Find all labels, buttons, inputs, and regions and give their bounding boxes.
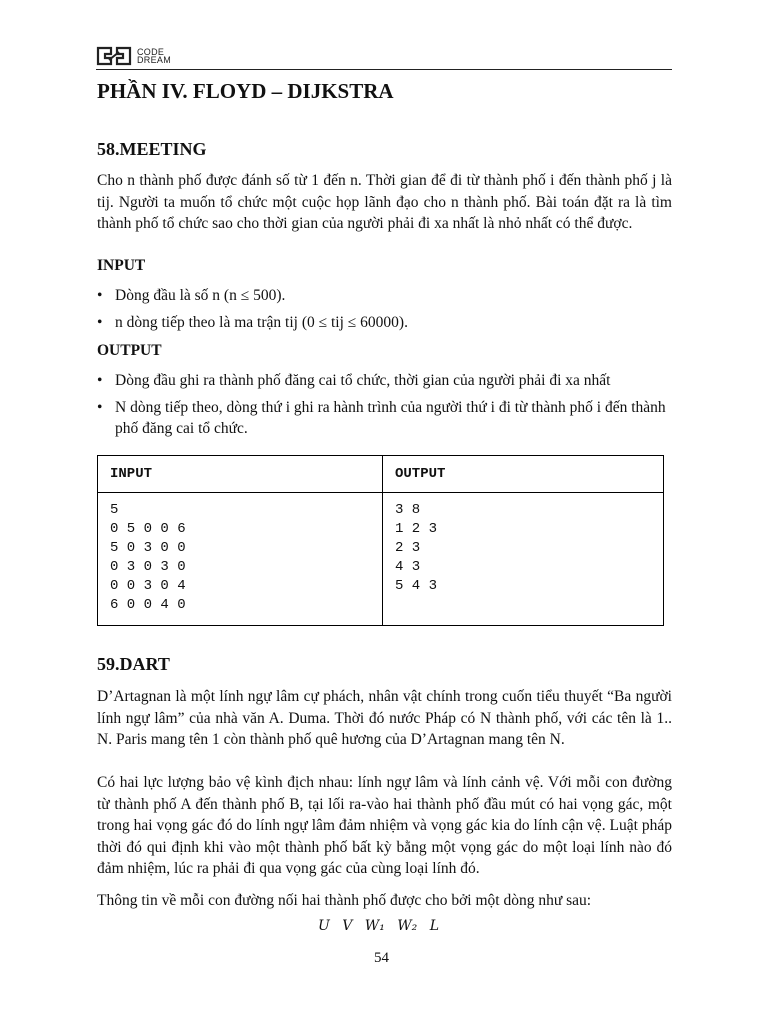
meeting-intro: Cho n thành phố được đánh số từ 1 đến n. Thời gian để đi từ thành phố i đến thành phố j là tij. Người ta muốn tổ chức một cuộc họp lãnh đạo cho n thành phố. Bài toán đặt ra là tìm thành phố tổ chức sao cho thời gian của người phải đi xa nhất là nhỏ nhất có thể được.	[97, 172, 672, 232]
input-item: • Dòng đầu là số n (n ≤ 500).	[97, 285, 672, 306]
logo-line-2: DREAM	[137, 55, 172, 65]
code-dream-logo-icon	[96, 46, 132, 66]
table-header-input: INPUT	[98, 456, 383, 493]
input-label: INPUT	[97, 257, 146, 274]
code-dream-logo	[96, 46, 171, 66]
section-title-meeting: 58.MEETING	[97, 139, 207, 159]
output-label: OUTPUT	[97, 342, 162, 359]
output-item: • Dòng đầu ghi ra thành phố đăng cai tổ chức, thời gian của người phải đi xa nhất	[97, 370, 672, 391]
dart-paragraph-1: D’Artagnan là một lính ngự lâm cự phách, nhân vật chính trong cuốn tiểu thuyết “Ba người lính ngự lâm” của nhà văn A. Duma. Thời đó nước Pháp có N thành phố, với các tên là 1.. N. Paris mang tên 1 còn thành phố quê hương của D’Artagnan mang tên N.	[97, 688, 672, 748]
output-item: • N dòng tiếp theo, dòng thứ i ghi ra hành trình của người thứ i đi từ thành phố i đến thành phố đăng cai tổ chức.	[97, 397, 672, 439]
input-item: • n dòng tiếp theo là ma trận tij (0 ≤ tij ≤ 60000).	[97, 312, 672, 333]
dart-paragraph-3: Thông tin về mỗi con đường nối hai thành phố được cho bởi một dòng như sau:	[97, 892, 592, 909]
output-item-text: N dòng tiếp theo, dòng thứ i ghi ra hành trình của người thứ i đi từ thành phố i đến thành phố đăng cai tổ chức.	[115, 399, 666, 437]
output-item-text: Dòng đầu ghi ra thành phố đăng cai tổ chức, thời gian của người phải đi xa nhất	[115, 372, 611, 389]
input-item-text: Dòng đầu là số n (n ≤ 500).	[115, 287, 286, 304]
table-cell-input: 5 0 5 0 0 6 5 0 3 0 0 0 3 0 3 0 0 0 3 0 4 6 0 0 4 0	[98, 493, 383, 626]
dart-paragraph-2: Có hai lực lượng bảo vệ kình địch nhau: lính ngự lâm và lính cảnh vệ. Với mỗi con đường từ thành phố A đến thành phố B, tại lối ra-vào hai thành phố đầu mút có hai vọng gác, một trong hai vọng gác đó do lính ngự lâm đảm nhiệm và vọng gác kia do lính cận vệ. Luật pháp thời đó qui định khi vào một thành phố bất kỳ bằng một vọng gác do một loại lính nào đó đảm nhiệm, lúc ra phải đi qua vọng gác của cùng loại lính đó.	[97, 774, 672, 877]
input-item-text: n dòng tiếp theo là ma trận tij (0 ≤ tij ≤ 60000).	[115, 314, 408, 331]
section-title-dart: 59.DART	[97, 654, 170, 674]
logo-text	[137, 48, 171, 64]
page-header	[96, 46, 672, 70]
page-number: 54	[374, 950, 389, 966]
table-cell-output: 3 8 1 2 3 2 3 4 3 5 4 3	[383, 493, 664, 626]
table-header-output: OUTPUT	[383, 456, 664, 493]
road-format-formula: U V W₁ W₂ L	[318, 918, 440, 934]
io-example-table	[97, 455, 664, 626]
part-title: PHẦN IV. FLOYD – DIJKSTRA	[97, 79, 394, 103]
logo-line-1: CODE	[137, 47, 165, 57]
header-rule	[96, 69, 672, 70]
